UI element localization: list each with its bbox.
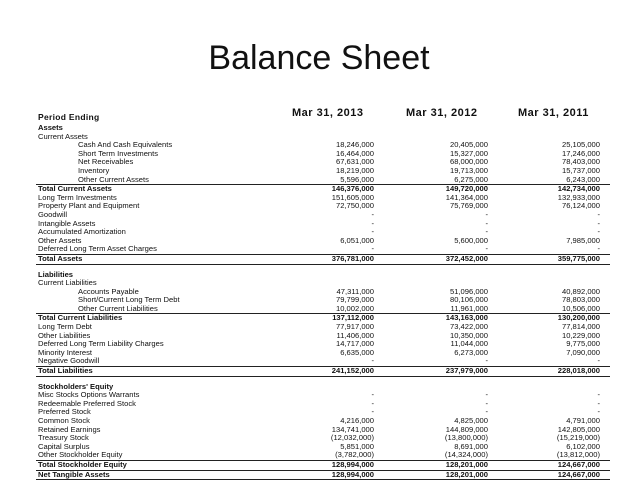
row-value-2013: 72,750,000 (335, 201, 374, 211)
row-value-2011: 17,246,000 (561, 148, 600, 158)
row-value-2012: 68,000,000 (449, 157, 488, 167)
row-value-2013: 77,917,000 (335, 322, 374, 332)
row-label: Total Current Assets (38, 184, 112, 194)
table-header (36, 102, 610, 124)
row-value-2012: 4,825,000 (454, 416, 488, 425)
row-value-2011: (13,812,000) (556, 450, 600, 460)
row-label: Cash And Cash Equivalents (78, 140, 173, 150)
row-value-2013: - (371, 227, 374, 237)
row-value-2012: 6,275,000 (454, 174, 488, 184)
row-value-2011: - (597, 356, 600, 366)
row-label: Other Current Liabilities (78, 303, 158, 313)
row-value-2011: (15,219,000) (556, 433, 600, 443)
row-value-2012: 80,106,000 (449, 295, 488, 305)
row-value-2011: 10,229,000 (561, 330, 600, 340)
row-value-2011: 124,667,000 (557, 469, 600, 479)
row-value-2013: 10,002,000 (335, 303, 374, 313)
row-value-2013: 5,851,000 (340, 441, 374, 451)
row-label: Assets (38, 123, 63, 132)
balance-sheet-table (36, 102, 610, 480)
row-label: Misc Stocks Options Warrants (38, 390, 140, 400)
slide-title: Balance Sheet (208, 39, 430, 77)
row-value-2012: 11,961,000 (450, 303, 488, 313)
row-value-2011: 9,775,000 (566, 339, 600, 349)
row-value-2011: - (597, 227, 600, 237)
row-value-2012: - (485, 244, 488, 254)
row-label: Goodwill (38, 209, 68, 219)
row-value-2011: - (597, 390, 600, 400)
table-row (36, 408, 610, 417)
row-value-2013: 6,051,000 (340, 235, 374, 245)
row-label: Accumulated Amortization (38, 227, 126, 237)
table-row (36, 158, 610, 167)
row-value-2011: 228,018,000 (557, 366, 600, 376)
row-label: Total Current Liabilities (38, 313, 123, 323)
row-value-2012: 19,713,000 (449, 165, 488, 175)
row-value-2012: - (485, 407, 488, 417)
row-label: Long Term Investments (38, 192, 117, 202)
row-value-2013: 79,799,000 (335, 295, 374, 305)
table-row (36, 417, 610, 426)
row-value-2012: 141,364,000 (445, 192, 488, 202)
row-value-2013: 18,219,000 (335, 165, 374, 175)
row-label: Deferred Long Term Asset Charges (38, 244, 157, 254)
row-value-2012: - (485, 390, 488, 400)
table-row (36, 434, 610, 443)
table-row (36, 349, 610, 358)
row-value-2011: 359,775,000 (557, 253, 600, 263)
row-label: Other Liabilities (38, 330, 91, 340)
row-label: Capital Surplus (38, 441, 90, 451)
row-label: Accounts Payable (78, 286, 139, 296)
row-value-2011: 142,734,000 (557, 184, 600, 194)
row-value-2013: 128,994,000 (331, 469, 374, 479)
row-value-2012: 144,809,000 (445, 424, 488, 434)
row-label: Redeemable Preferred Stock (38, 398, 136, 408)
row-value-2012: 5,600,000 (454, 235, 488, 245)
table-row (36, 254, 610, 265)
table-row (36, 443, 610, 452)
row-value-2013: 128,994,000 (331, 459, 374, 469)
row-value-2011: 78,803,000 (561, 295, 600, 305)
row-label: Other Stockholder Equity (38, 450, 123, 460)
row-value-2013: - (371, 209, 374, 219)
row-value-2011: 132,933,000 (557, 192, 600, 202)
row-value-2011: 7,985,000 (566, 235, 600, 245)
row-label: Other Assets (38, 235, 82, 245)
table-row (36, 245, 610, 254)
row-value-2013: 146,376,000 (331, 184, 374, 194)
row-value-2012: 73,422,000 (449, 322, 488, 332)
table-row (36, 305, 610, 314)
row-value-2012: 143,163,000 (445, 313, 488, 323)
row-value-2013: 47,311,000 (336, 286, 374, 296)
row-value-2011: - (597, 209, 600, 219)
row-value-2012: 8,691,000 (454, 441, 488, 451)
column-header-2011: Mar 31, 2011 (518, 107, 589, 119)
row-value-2013: 67,631,000 (335, 157, 374, 167)
table-row (36, 211, 610, 220)
row-value-2013: - (371, 218, 374, 228)
row-label: Short Term Investments (78, 148, 159, 158)
row-label: Current Assets (38, 131, 88, 141)
row-value-2012: - (485, 218, 488, 228)
row-value-2013: - (371, 244, 374, 254)
row-value-2011: 6,102,000 (566, 441, 600, 451)
row-label: Deferred Long Term Liability Charges (38, 339, 164, 349)
row-label: Other Current Assets (78, 174, 149, 184)
row-label: Net Tangible Assets (38, 469, 110, 479)
row-value-2011: - (597, 407, 600, 417)
table-row (36, 271, 610, 280)
row-label: Property Plant and Equipment (38, 201, 140, 211)
row-value-2013: 18,246,000 (335, 140, 374, 150)
row-value-2012: 75,769,000 (449, 201, 488, 211)
table-row (36, 340, 610, 349)
row-value-2012: - (485, 356, 488, 366)
row-value-2013: - (371, 356, 374, 366)
column-header-2013: Mar 31, 2013 (292, 107, 364, 119)
table-row (36, 426, 610, 435)
table-row (36, 470, 610, 480)
row-label: Short/Current Long Term Debt (78, 295, 180, 305)
row-label: Inventory (78, 165, 110, 175)
table-row (36, 228, 610, 237)
row-value-2013: (3,782,000) (335, 450, 374, 460)
row-value-2011: 78,403,000 (561, 157, 600, 167)
row-value-2012: 20,405,000 (449, 140, 488, 150)
row-label: Common Stock (38, 416, 90, 425)
row-value-2011: 7,090,000 (566, 347, 600, 357)
row-value-2012: (13,800,000) (444, 433, 488, 443)
row-value-2013: 241,152,000 (331, 366, 374, 376)
row-value-2013: 16,464,000 (335, 148, 374, 158)
table-row (36, 313, 610, 323)
row-value-2012: 149,720,000 (445, 184, 488, 194)
row-value-2013: - (371, 398, 374, 408)
row-value-2011: 10,506,000 (561, 303, 600, 313)
row-value-2013: 6,635,000 (340, 347, 374, 357)
row-value-2012: - (485, 209, 488, 219)
row-value-2011: 130,200,000 (557, 313, 600, 323)
row-value-2013: 376,781,000 (331, 253, 374, 263)
row-label: Total Assets (38, 253, 83, 263)
table-row (36, 400, 610, 409)
table-row (36, 202, 610, 211)
row-value-2011: - (597, 218, 600, 228)
row-value-2011: 40,892,000 (561, 286, 600, 296)
row-value-2011: 6,243,000 (566, 174, 600, 184)
table-row (36, 451, 610, 460)
row-value-2012: 15,327,000 (449, 148, 488, 158)
row-value-2012: - (485, 227, 488, 237)
row-value-2013: 11,406,000 (336, 330, 374, 340)
row-value-2012: 10,350,000 (449, 330, 488, 340)
row-label: Net Receivables (78, 157, 134, 167)
table-row (36, 184, 610, 194)
table-row (36, 357, 610, 366)
row-value-2012: 11,044,000 (450, 339, 488, 349)
row-value-2011: - (597, 244, 600, 254)
row-label: Long Term Debt (38, 322, 92, 332)
row-value-2013: - (371, 390, 374, 400)
row-value-2011: 76,124,000 (561, 201, 600, 211)
row-value-2012: 6,273,000 (454, 347, 488, 357)
row-label: Treasury Stock (38, 433, 89, 443)
row-label: Liabilities (38, 269, 74, 279)
row-value-2012: 51,096,000 (449, 286, 488, 296)
row-label: Total Stockholder Equity (38, 459, 127, 469)
table-body (36, 124, 610, 480)
row-value-2011: 142,805,000 (557, 424, 600, 434)
row-value-2012: 372,452,000 (445, 253, 488, 263)
row-label: Minority Interest (38, 347, 93, 357)
table-row (36, 460, 610, 470)
row-value-2011: 25,105,000 (561, 140, 600, 150)
row-value-2013: 134,741,000 (331, 424, 374, 434)
row-value-2013: 14,717,000 (335, 339, 374, 349)
row-value-2013: 151,605,000 (331, 192, 374, 202)
row-label: Total Liabilities (38, 366, 93, 376)
row-value-2013: (12,032,000) (330, 433, 374, 443)
row-value-2012: (14,324,000) (444, 450, 488, 460)
row-label: Current Liabilities (38, 278, 97, 288)
table-row (36, 323, 610, 332)
row-value-2013: 5,596,000 (340, 174, 374, 184)
row-label: Negative Goodwill (38, 356, 100, 366)
row-value-2012: 237,979,000 (445, 366, 488, 376)
row-value-2011: - (597, 398, 600, 408)
column-header-2012: Mar 31, 2012 (406, 107, 478, 119)
table-row (36, 176, 610, 185)
period-ending-label: Period Ending (38, 112, 100, 122)
row-value-2013: 4,216,000 (340, 416, 374, 425)
row-value-2011: 77,814,000 (561, 322, 600, 332)
row-label: Stockholders' Equity (38, 381, 114, 391)
row-label: Intangible Assets (38, 218, 96, 228)
row-value-2012: - (485, 398, 488, 408)
row-value-2013: - (371, 407, 374, 417)
row-label: Retained Earnings (38, 424, 101, 434)
row-value-2011: 124,667,000 (557, 459, 600, 469)
row-value-2012: 128,201,000 (445, 459, 488, 469)
row-value-2013: 137,112,000 (332, 313, 374, 323)
row-label: Preferred Stock (38, 407, 91, 417)
table-row (36, 124, 610, 133)
row-value-2011: 15,737,000 (561, 165, 600, 175)
row-value-2012: 128,201,000 (445, 469, 488, 479)
table-row (36, 366, 610, 377)
row-value-2011: 4,791,000 (566, 416, 600, 425)
